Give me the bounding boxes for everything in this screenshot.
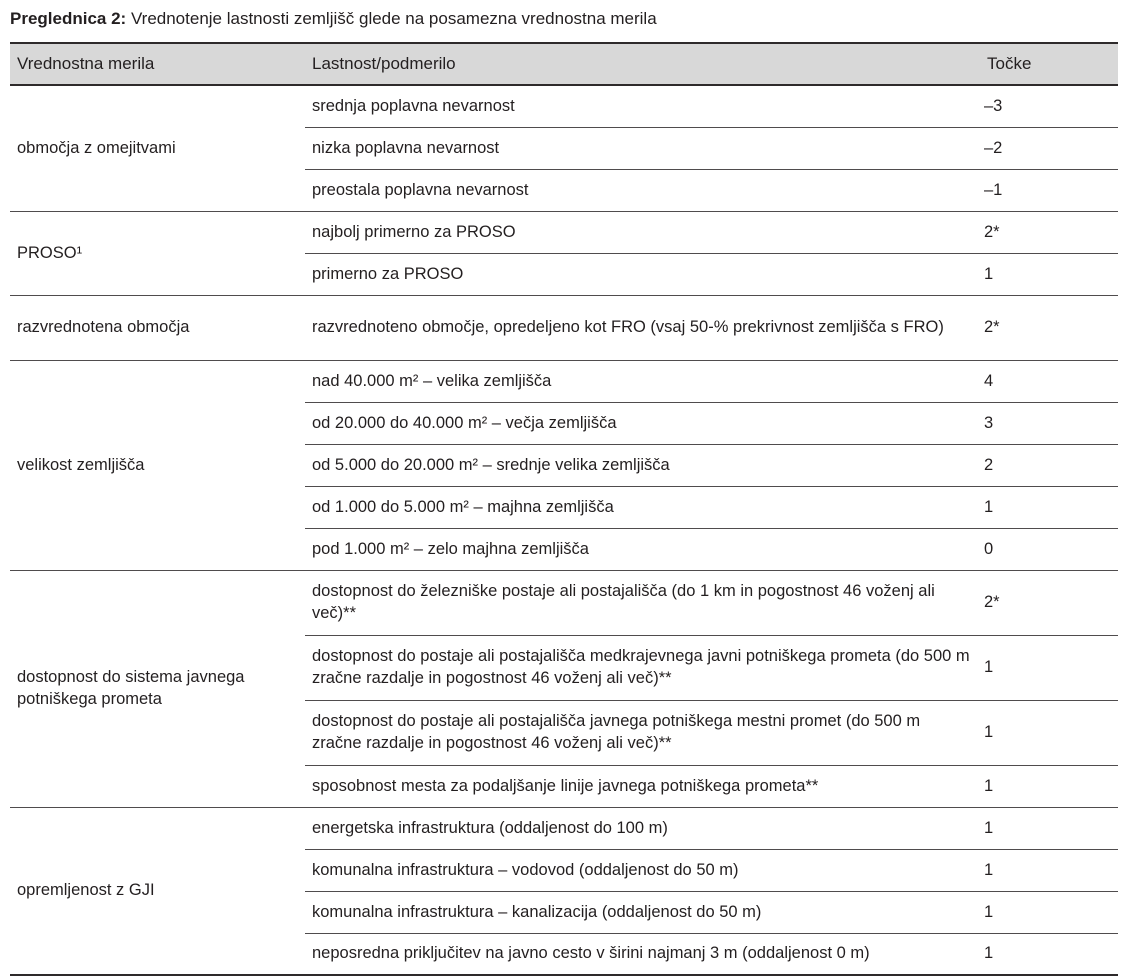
points-cell: 1 xyxy=(980,891,1118,933)
property-cell: komunalna infrastruktura – vodovod (oddaljenost do 50 m) xyxy=(305,849,980,891)
points-cell: 1 xyxy=(980,253,1118,295)
property-cell: energetska infrastruktura (oddaljenost do 100 m) xyxy=(305,807,980,849)
criterion-cell: opremljenost z GJI xyxy=(10,807,305,975)
criteria-table xyxy=(10,42,1118,976)
table-row xyxy=(10,211,1118,253)
points-cell: 2 xyxy=(980,444,1118,486)
property-cell: nizka poplavna nevarnost xyxy=(305,127,980,169)
table-row xyxy=(10,360,1118,402)
points-cell: 2* xyxy=(980,295,1118,360)
header-row xyxy=(10,43,1118,85)
table-caption xyxy=(10,9,1118,42)
points-cell: 1 xyxy=(980,486,1118,528)
points-cell: 4 xyxy=(980,360,1118,402)
table-row xyxy=(10,85,1118,127)
points-cell: 2* xyxy=(980,211,1118,253)
table-row xyxy=(10,295,1118,360)
points-cell: –1 xyxy=(980,169,1118,211)
property-cell: dostopnost do železniške postaje ali postajališča (do 1 km in pogostnost 46 voženj ali več)** xyxy=(305,570,980,635)
points-cell: 0 xyxy=(980,528,1118,570)
property-cell: primerno za PROSO xyxy=(305,253,980,295)
property-cell: komunalna infrastruktura – kanalizacija (oddaljenost do 50 m) xyxy=(305,891,980,933)
property-cell: neposredna priključitev na javno cesto v širini najmanj 3 m (oddaljenost 0 m) xyxy=(305,933,980,975)
table-row xyxy=(10,570,1118,635)
criterion-cell: velikost zemljišča xyxy=(10,360,305,570)
property-cell: srednja poplavna nevarnost xyxy=(312,96,515,115)
points-cell: –2 xyxy=(980,127,1118,169)
points-cell: 2* xyxy=(980,570,1118,635)
criterion-cell: PROSO¹ xyxy=(10,211,305,295)
property-cell: od 1.000 do 5.000 m² – majhna zemljišča xyxy=(305,486,980,528)
col-header-criteria: Vrednostna merila xyxy=(10,43,305,85)
property-cell: od 5.000 do 20.000 m² – srednje velika zemljišča xyxy=(305,444,980,486)
points-cell: 3 xyxy=(980,402,1118,444)
property-cell: od 20.000 do 40.000 m² – večja zemljišča xyxy=(305,402,980,444)
points-cell: 1 xyxy=(980,635,1118,700)
points-cell: 1 xyxy=(980,849,1118,891)
col-header-property: Lastnost/podmerilo xyxy=(305,43,980,85)
table-row xyxy=(10,807,1118,849)
property-cell: najbolj primerno za PROSO xyxy=(305,211,980,253)
property-cell: sposobnost mesta za podaljšanje linije javnega potniškega prometa** xyxy=(305,765,980,807)
points-cell: 1 xyxy=(980,933,1118,975)
table-caption-label: Preglednica 2: xyxy=(10,9,127,28)
points-cell: 1 xyxy=(980,765,1118,807)
property-cell: dostopnost do postaje ali postajališča javnega potniškega mestni promet (do 500 m zračne razdalje in pogostnost 46 voženj ali več)** xyxy=(305,700,980,765)
property-cell: nad 40.000 m² – velika zemljišča xyxy=(305,360,980,402)
criterion-cell: razvrednotena območja xyxy=(10,295,305,360)
points-cell: 1 xyxy=(980,807,1118,849)
criterion-cell: območja z omejitvami xyxy=(17,138,176,157)
property-cell: razvrednoteno območje, opredeljeno kot FRO (vsaj 50-% prekrivnost zemljišča s FRO) xyxy=(305,295,980,360)
points-cell: –3 xyxy=(984,96,1003,115)
points-cell: 1 xyxy=(980,700,1118,765)
table-caption-text: Vrednotenje lastnosti zemljišč glede na posamezna vrednostna merila xyxy=(130,9,657,28)
col-header-points: Točke xyxy=(980,43,1118,85)
criterion-cell: dostopnost do sistema javnega potniškega prometa xyxy=(10,570,305,807)
property-cell: pod 1.000 m² – zelo majhna zemljišča xyxy=(305,528,980,570)
property-cell: dostopnost do postaje ali postajališča medkrajevnega javni potniškega prometa (do 500 m zračne razdalje in pogostnost 46 voženj ali več)** xyxy=(305,635,980,700)
property-cell: preostala poplavna nevarnost xyxy=(305,169,980,211)
